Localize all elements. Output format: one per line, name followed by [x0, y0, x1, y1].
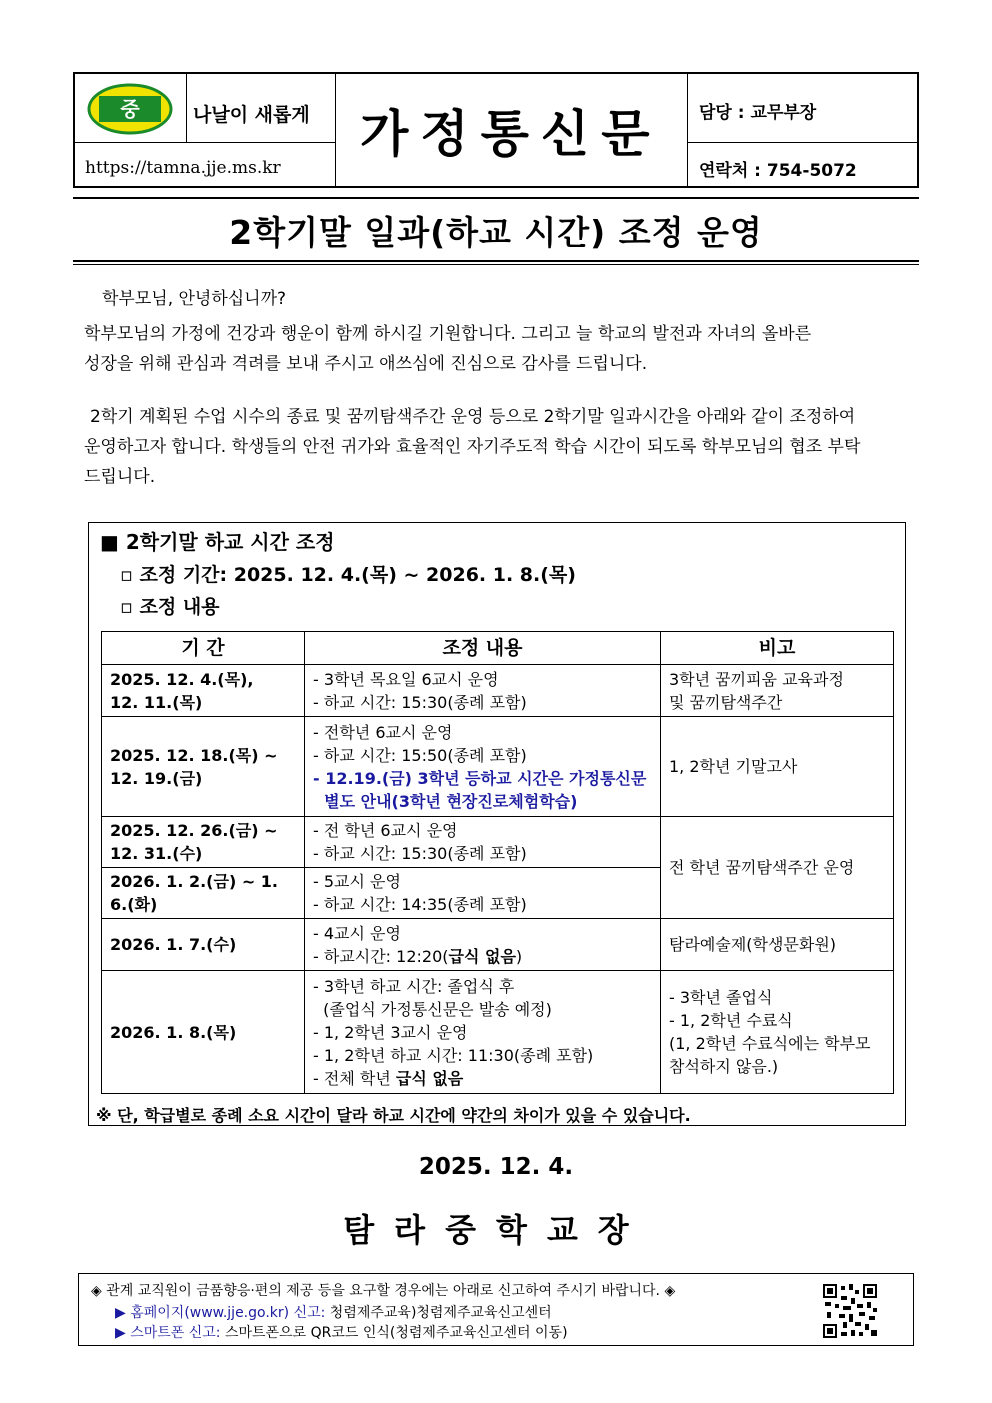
- adjustment-period: ▫ 조정 기간: 2025. 12. 4.(목) ~ 2026. 1. 8.(목): [120, 564, 576, 586]
- table-footnote: ※ 단, 학급별로 종례 소요 시간이 달라 하교 시간에 약간의 차이가 있을 수 있습니다.: [96, 1106, 691, 1125]
- school-url: https://tamna.jje.ms.kr: [85, 158, 281, 178]
- table-row: 2026. 1. 7.(수) - 4교시 운영 - 하교시간: 12:20(급식 없음) 탐라예술제(학생문화원): [102, 919, 894, 971]
- paragraph-2: 2학기 계획된 수업 시수의 종료 및 꿈끼탐색주간 운영 등으로 2학기말 일과시간을 아래와 같이 조정하여 운영하고자 합니다. 학생들의 안전 귀가와 효율적인 자기주도적 학습 시간이 되도록 학부모님의 협조 부탁 드립니다.: [84, 407, 861, 487]
- section-heading: ■ 2학기말 하교 시간 조정: [100, 530, 335, 554]
- newsletter-title: 가정통신문: [360, 105, 662, 163]
- header-content: 조정 내용: [305, 632, 661, 665]
- highlight-notice: - 12.19.(금) 3학년 등하교 시간은 가정통신문: [313, 768, 647, 788]
- report-homepage: ▶ 홈페이지(www.jje.go.kr) 신고: 청렴제주교육)청렴제주교육신고센터: [115, 1305, 552, 1321]
- school-principal: 탐라중학교장: [343, 1211, 649, 1249]
- table-row: 2026. 1. 2.(금) ~ 1. 6.(화) - 5교시 운영 - 하교 시간: 14:35(종례 포함): [102, 868, 894, 919]
- qr-code-icon[interactable]: [821, 1282, 879, 1340]
- header-note: 비고: [661, 632, 894, 665]
- school-slogan: 나날이 새롭게: [193, 104, 310, 126]
- table-row: 2026. 1. 8.(목) - 3학년 하교 시간: 졸업식 후 (졸업식 가정통신문은 발송 예정) - 1, 2학년 3교시 운영 - 1, 2학년 하교 시간: 11:30(종례 포함) - 전체 학년 급식 없음 - 3학년 졸업식 - 1, 2학년 수료식 (1, 2학년 수료식에는 학부모 참석하지 않음.): [102, 971, 894, 1094]
- table-header-row: [102, 632, 894, 665]
- table-row: 2025. 12. 26.(금) ~ 12. 31.(수) - 전 학년 6교시 운영 - 하교 시간: 15:30(종례 포함) 전 학년 꿈끼탐색주간 운영: [102, 817, 894, 868]
- table-row: 2025. 12. 4.(목), 12. 11.(목) - 3학년 목요일 6교시 운영 - 하교 시간: 15:30(종례 포함) 3학년 꿈끼피움 교육과정 및 꿈끼탐색주간: [102, 665, 894, 717]
- adjustment-content-label: ▫ 조정 내용: [120, 596, 220, 618]
- paragraph-1: 학부모님의 가정에 건강과 행운이 함께 하시길 기원합니다. 그리고 늘 학교의 발전과 자녀의 올바른 성장을 위해 관심과 격려를 보내 주시고 애쓰심에 진심으로 감사를 드립니다.: [84, 324, 812, 374]
- svg-text:중: 중: [120, 97, 140, 121]
- homepage-report-link[interactable]: ▶ 홈페이지(www.jje.go.kr) 신고:: [115, 1305, 326, 1321]
- greeting: 학부모님, 안녕하십니까?: [102, 289, 287, 309]
- report-notice: ◈ 관계 교직원이 금품향응·편의 제공 등을 요구할 경우에는 아래로 신고하여 주시기 바랍니다. ◈: [91, 1283, 676, 1299]
- phone-label: 연락처 : 754-5072: [699, 161, 857, 181]
- report-smartphone: ▶ 스마트폰 신고: 스마트폰으로 QR코드 인식(청렴제주교육신고센터 이동): [115, 1325, 568, 1341]
- issue-date: 2025. 12. 4.: [418, 1154, 574, 1180]
- report-footer-box: [78, 1273, 914, 1346]
- school-logo-icon: [87, 83, 173, 135]
- document-title: 2학기말 일과(하교 시간) 조정 운영: [229, 213, 763, 252]
- header-period: 기 간: [102, 632, 305, 665]
- manager-label: 담당 : 교무부장: [699, 103, 817, 123]
- table-row: 2025. 12. 18.(목) ~ 12. 19.(금) - 전학년 6교시 운영 - 하교 시간: 15:50(종례 포함) - 12.19.(금) 3학년 등하교 시간은 가정통신문 별도 안내(3학년 현장진로체험학습) 1, 2학년 기말고사: [102, 717, 894, 817]
- schedule-table: [101, 631, 894, 1094]
- header-box: [73, 72, 919, 188]
